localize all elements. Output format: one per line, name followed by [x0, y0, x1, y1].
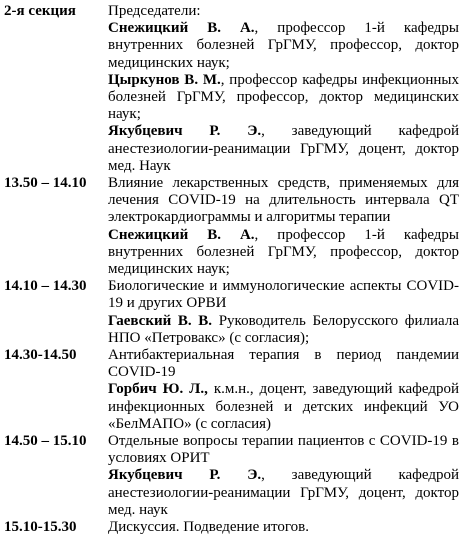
program-item — [4, 175, 459, 278]
chairs-heading: Председатели: — [108, 3, 201, 19]
speaker-name: Горбич Ю. Л., — [108, 381, 208, 398]
program-item — [4, 519, 459, 536]
section-row — [4, 3, 459, 175]
item-title: Антибактериальная терапия в период пандемии COVID-19 — [108, 347, 459, 381]
item-time: 13.50 – 14.10 — [4, 175, 87, 192]
chair-desc: , профессор 1-й кафедры внутренних болезней ГрГМУ, профессор, доктор медицинских наук; — [108, 20, 459, 71]
program-table — [4, 3, 459, 536]
program-item — [4, 433, 459, 519]
speaker-desc: к.м.н., доцент, заведующий кафедрой инфекционных болезней и детских инфекций УО «БелМАПО» (с согласия) — [108, 381, 459, 432]
item-body — [108, 175, 459, 278]
chair-desc: , заведующий кафедрой анестезиологии-реанимации ГрГМУ, доцент, доктор мед. Наук — [108, 123, 459, 174]
chair-desc: , профессор кафедры инфекционных болезней ГрГМУ, профессор, доктор медицинских наук; — [108, 71, 459, 123]
item-speaker — [108, 381, 459, 433]
chair-name: Якубцевич Р. Э. — [108, 123, 262, 140]
chair-entry — [108, 20, 459, 72]
item-title: Дискуссия. Подведение итогов. — [108, 519, 309, 536]
program-item — [4, 278, 459, 347]
speaker-desc: Руководитель Белорусского филиала НПО «Петровакс» (с согласия); — [108, 312, 459, 346]
item-body — [108, 278, 459, 347]
chairs-block — [108, 3, 459, 175]
chair-entry — [108, 72, 459, 124]
item-body — [108, 519, 459, 536]
item-time: 15.10-15.30 — [4, 519, 77, 536]
section-label: 2-я секция — [4, 3, 76, 19]
program-item — [4, 347, 459, 433]
item-time: 14.10 – 14.30 — [4, 278, 87, 295]
speaker-name: Гаевский В. В. — [108, 312, 213, 329]
chair-name: Снежицкий В. А. — [108, 20, 255, 37]
item-title: Отдельные вопросы терапии пациентов с COVID-19 в условиях ОРИТ — [108, 433, 459, 467]
chair-name: Цыркунов В. М. — [108, 71, 221, 88]
item-title: Влияние лекарственных средств, применяемых для лечения COVID-19 на длительность интервала QT электрокардиограммы и алгоритмы терапии — [108, 175, 459, 226]
speaker-desc: , профессор 1-й кафедры внутренних болезней ГрГМУ, профессор, доктор медицинских наук; — [108, 226, 459, 278]
speaker-desc: , заведующий кафедрой анестезиологии-реанимации ГрГМУ, доцент, доктор мед. наук — [108, 467, 459, 518]
speaker-name: Снежицкий В. А. — [108, 226, 255, 243]
item-speaker — [108, 227, 459, 279]
item-speaker — [108, 313, 459, 347]
item-time: 14.50 – 15.10 — [4, 433, 87, 450]
chair-entry — [108, 123, 459, 175]
item-time: 14.30-14.50 — [4, 347, 77, 364]
item-body — [108, 433, 459, 519]
speaker-name: Якубцевич Р. Э. — [108, 467, 262, 484]
item-speaker — [108, 467, 459, 519]
item-body — [108, 347, 459, 433]
item-title: Биологические и иммунологические аспекты COVID-19 и других ОРВИ — [108, 278, 459, 312]
